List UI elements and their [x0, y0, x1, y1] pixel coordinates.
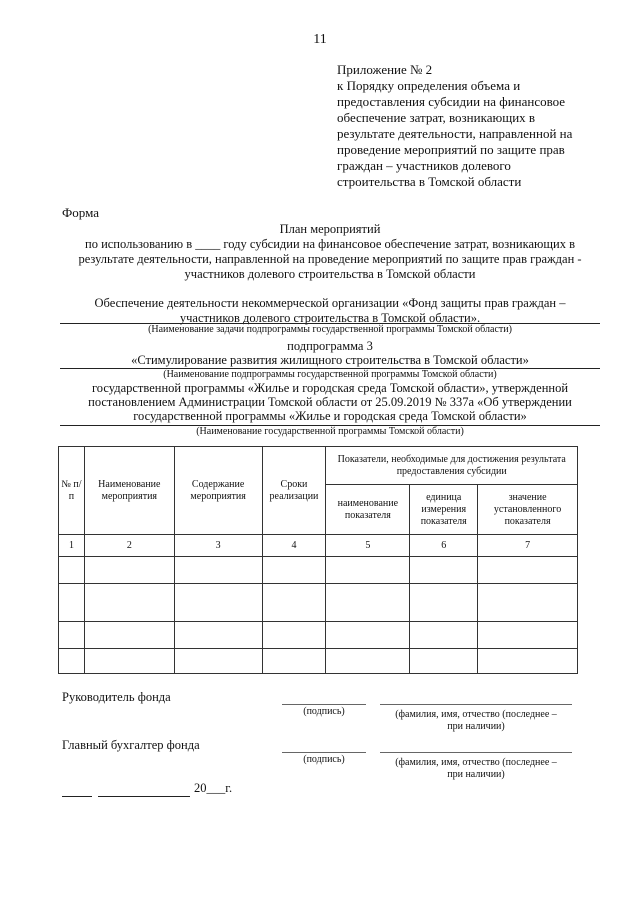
column-number: 6 [410, 535, 478, 557]
task-line: Обеспечение деятельности некоммерческой организации «Фонд защиты прав граждан – [94, 296, 566, 310]
table-row [59, 557, 578, 584]
plan-line: результате деятельности, направленной на проведение мероприятий по защите прав граждан - [78, 252, 582, 266]
column-number: 3 [174, 535, 262, 557]
accountant-fio-line[interactable] [380, 752, 572, 753]
task-caption: (Наименование задачи подпрограммы государственной программы Томской области) [148, 324, 512, 335]
header-indicator-name: наименование показателя [326, 485, 410, 535]
accountant-signature-caption: (подпись) [303, 754, 345, 765]
appendix-line: обеспечение затрат, возникающих в [337, 110, 536, 125]
appendix-line: результате деятельности, направленной на [337, 126, 573, 141]
date-month-line[interactable] [98, 796, 190, 797]
table-row [59, 649, 578, 674]
header-num: № п/п [59, 447, 85, 535]
appendix-line: к Порядку определения объема и [337, 78, 521, 93]
date-year: 20___г. [194, 781, 233, 795]
task-line: участников долевого строительства в Томской области». [179, 310, 481, 325]
appendix-line: предоставления субсидии на финансовое [337, 94, 566, 109]
accountant-signature-line[interactable] [282, 752, 366, 753]
accountant-fio-caption: (фамилия, имя, отчество (последнее – при наличии) [395, 757, 557, 780]
appendix-title: Приложение № 2 [337, 62, 433, 77]
page-number: 11 [313, 32, 327, 47]
table-row [59, 622, 578, 649]
column-number: 5 [326, 535, 410, 557]
column-number: 1 [59, 535, 85, 557]
program-caption: (Наименование государственной программы Томской области) [196, 426, 464, 437]
subprogram-label: подпрограмма 3 [287, 339, 373, 353]
subprogram-name: «Стимулирование развития жилищного строительства в Томской области» [131, 353, 529, 367]
header-indicator-unit: единица измерения показателя [410, 485, 478, 535]
table-row [59, 535, 578, 557]
appendix-block [337, 62, 607, 190]
plan-heading [60, 222, 600, 282]
column-number: 7 [478, 535, 578, 557]
column-number: 4 [262, 535, 326, 557]
plan-line: участников долевого строительства в Томской области [184, 267, 476, 281]
director-fio-line[interactable] [380, 704, 572, 705]
director-signature-caption: (подпись) [303, 706, 345, 717]
header-event-content: Содержание мероприятия [174, 447, 262, 535]
form-label: Форма [62, 205, 99, 220]
plan-line: по использованию в ____ году субсидии на финансовое обеспечение затрат, возникающих в [85, 237, 575, 251]
subprogram-caption: (Наименование подпрограммы государственной программы Томской области) [163, 369, 497, 380]
accountant-label: Главный бухгалтер фонда [62, 738, 200, 752]
program-line: государственной программы «Жилье и городская среда Томской области» [133, 409, 527, 423]
table-row [59, 584, 578, 622]
plan-title: План мероприятий [279, 222, 381, 236]
task-block [60, 296, 600, 325]
header-event-name: Наименование мероприятия [84, 447, 174, 535]
program-line: государственной программы «Жилье и городская среда Томской области», утвержденной [91, 381, 569, 395]
director-label: Руководитель фонда [62, 690, 171, 704]
header-terms: Сроки реализации [262, 447, 326, 535]
plan-table [58, 446, 578, 674]
appendix-line: строительства в Томской области [337, 174, 522, 189]
header-indicator-value: значение установленного показателя [478, 485, 578, 535]
appendix-line: проведение мероприятий по защите прав [337, 142, 565, 157]
director-fio-caption: (фамилия, имя, отчество (последнее – при наличии) [395, 709, 557, 732]
header-indicators-group: Показатели, необходимые для достижения результата предоставления субсидии [326, 447, 578, 485]
appendix-line: граждан – участников долевого [337, 158, 511, 173]
date-day-line[interactable] [62, 796, 92, 797]
column-number: 2 [84, 535, 174, 557]
director-signature-line[interactable] [282, 704, 366, 705]
program-line: постановлением Администрации Томской области от 25.09.2019 № 337а «Об утверждении [88, 395, 572, 409]
